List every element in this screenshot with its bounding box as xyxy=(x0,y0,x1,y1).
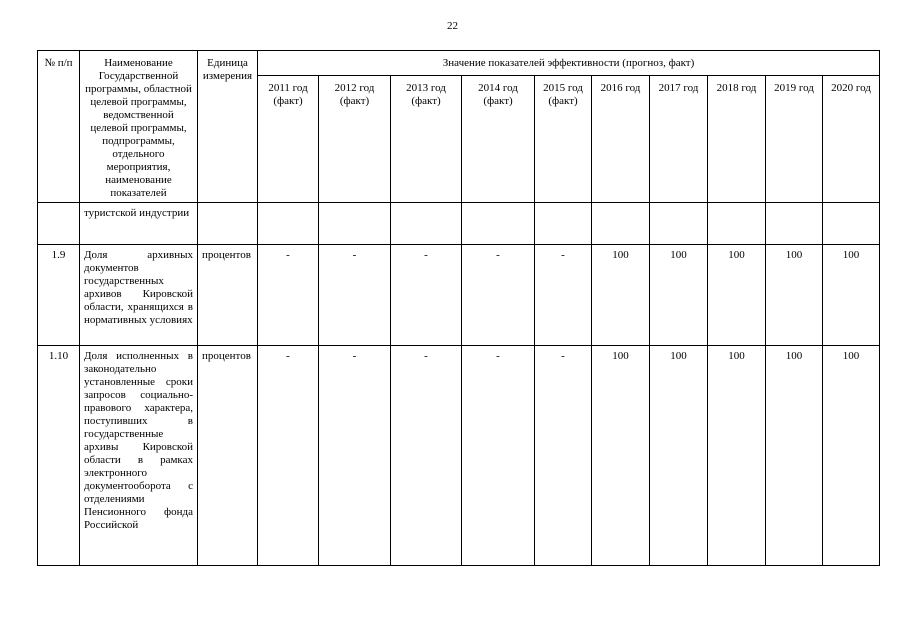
header-year-note: (факт) xyxy=(273,95,303,107)
header-year-label: 2016 год xyxy=(600,82,641,94)
table-row xyxy=(38,203,880,245)
header-year-2 xyxy=(391,76,462,203)
header-name: Наименование Государственной программы, областной целевой программы, ведомственной целевой программы, подпрограммы, отдельного мероприятия, наименование показателей xyxy=(80,51,198,203)
value-cell: 100 xyxy=(592,245,650,346)
header-year-note: (факт) xyxy=(483,95,513,107)
value-cell: 100 xyxy=(823,346,880,566)
indicator-table xyxy=(37,50,880,566)
header-year-label: 2014 год xyxy=(478,82,518,94)
table-row xyxy=(38,346,880,566)
value-cell xyxy=(708,203,766,245)
header-year-9 xyxy=(823,76,880,203)
header-year-6 xyxy=(650,76,708,203)
value-cell xyxy=(391,203,462,245)
header-group: Значение показателей эффективности (прогноз, факт) xyxy=(258,51,880,76)
header-num: № п/п xyxy=(38,51,80,203)
value-cell: - xyxy=(258,346,319,566)
header-year-label: 2019 год xyxy=(774,82,814,94)
value-cell: 100 xyxy=(708,245,766,346)
unit-cell: процентов xyxy=(198,245,258,346)
value-cell: - xyxy=(462,245,535,346)
value-cell: 100 xyxy=(650,346,708,566)
page-number: 22 xyxy=(447,20,458,32)
header-year-label: 2012 год xyxy=(334,82,375,94)
row-number: 1.9 xyxy=(38,245,80,346)
header-year-note: (факт) xyxy=(339,95,370,107)
header-year-5 xyxy=(592,76,650,203)
value-cell xyxy=(319,203,391,245)
header-row-top xyxy=(38,51,880,76)
value-cell: - xyxy=(391,346,462,566)
value-cell: - xyxy=(462,346,535,566)
value-cell: - xyxy=(535,346,592,566)
value-cell: 100 xyxy=(708,346,766,566)
value-cell xyxy=(258,203,319,245)
value-cell xyxy=(462,203,535,245)
value-cell: 100 xyxy=(766,346,823,566)
value-cell xyxy=(535,203,592,245)
value-cell: - xyxy=(258,245,319,346)
unit-cell: процентов xyxy=(198,346,258,566)
indicator-name: Доля архивных документов государственных архивов Кировской области, хранящихся в нормативных условиях xyxy=(80,245,198,346)
indicator-name: туристской индустрии xyxy=(80,203,198,245)
header-year-note: (факт) xyxy=(411,95,441,107)
value-cell xyxy=(823,203,880,245)
value-cell: - xyxy=(319,346,391,566)
header-year-label: 2020 год xyxy=(831,82,871,94)
header-year-1 xyxy=(319,76,391,203)
row-number xyxy=(38,203,80,245)
unit-cell xyxy=(198,203,258,245)
value-cell xyxy=(592,203,650,245)
indicator-name: Доля исполненных в законодательно установленные сроки запросов социально-правового характера, поступивших в государственные архивы Кировской области в рамках электронного документооборота с отделениями Пенсионного фонда Российской xyxy=(80,346,198,566)
table-row xyxy=(38,245,880,346)
value-cell xyxy=(650,203,708,245)
header-year-label: 2018 год xyxy=(716,82,757,94)
value-cell: 100 xyxy=(766,245,823,346)
value-cell: 100 xyxy=(650,245,708,346)
value-cell: 100 xyxy=(823,245,880,346)
row-number: 1.10 xyxy=(38,346,80,566)
header-year-label: 2017 год xyxy=(658,82,699,94)
header-year-label: 2011 год xyxy=(268,82,308,94)
header-year-4 xyxy=(535,76,592,203)
header-year-note: (факт) xyxy=(548,95,578,107)
header-year-3 xyxy=(462,76,535,203)
value-cell: - xyxy=(391,245,462,346)
header-year-8 xyxy=(766,76,823,203)
value-cell xyxy=(766,203,823,245)
header-year-label: 2015 год xyxy=(543,82,583,94)
header-year-0 xyxy=(258,76,319,203)
header-unit: Единица измерения xyxy=(198,51,258,203)
header-year-label: 2013 год xyxy=(406,82,446,94)
value-cell: 100 xyxy=(592,346,650,566)
value-cell: - xyxy=(319,245,391,346)
value-cell: - xyxy=(535,245,592,346)
header-year-7 xyxy=(708,76,766,203)
